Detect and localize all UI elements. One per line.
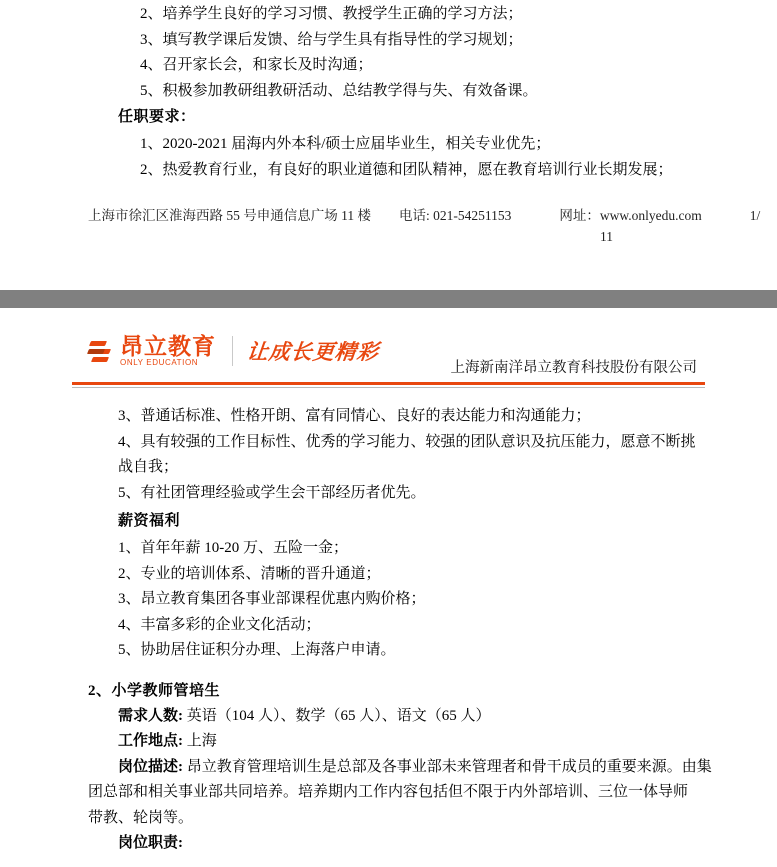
list-item-continuation: 战自我；: [118, 459, 179, 475]
list-item: 2、专业的培训体系、清晰的晋升通道；: [118, 565, 381, 582]
field-label: 需求人数:: [118, 707, 183, 724]
list-item: 4、召开家长会，和家长及时沟通；: [140, 57, 373, 73]
field-value: 英语（104 人）、数学（65 人）、语文（65 人）: [186, 707, 491, 724]
list-item: 3、填写教学课后发馈、给与学生具有指导性的学习规划；: [140, 31, 523, 48]
page-separator: [0, 290, 777, 308]
logo-mark-icon: [88, 338, 114, 364]
list-item: 5、积极参加教研组教研活动、总结教学得与失、有效备课。: [140, 82, 538, 99]
salary-heading: 薪资福利: [118, 513, 181, 529]
description-line-2: 团总部和相关事业部共同培养。培养期内工作内容包括但不限于内外部培训、三位一体导师: [88, 784, 689, 800]
list-item: 5、协助居住证积分办理、上海落户申请。: [118, 642, 396, 658]
field-label: 工作地点:: [118, 733, 183, 749]
page-footer: [0, 205, 777, 227]
list-item: 5、有社团管理经验或学生会干部经历者优先。: [118, 484, 426, 501]
field-label: 岗位描述:: [118, 758, 183, 775]
page1-task-list: [0, 0, 777, 104]
page-header: [0, 308, 777, 394]
field-description: [0, 755, 777, 781]
logo-english-name: ONLY EDUCATION: [120, 358, 199, 367]
field-location: [0, 729, 777, 755]
requirements-heading: 任职要求：: [118, 109, 196, 125]
ability-list: [0, 404, 777, 506]
logo-chinese-name: 昂立教育: [120, 333, 216, 359]
description-line-3: 带教、轮岗等。: [88, 809, 194, 826]
list-item: 2、培养学生良好的学习习惯、教授学生正确的学习方法；: [140, 6, 523, 22]
field-label: 岗位职责:: [118, 835, 183, 851]
company-name: 上海新南洋昂立教育科技股份有限公司: [450, 360, 697, 376]
logo-slogan: 让成长更精彩: [245, 341, 381, 364]
list-item: 4、丰富多彩的企业文化活动；: [118, 616, 321, 633]
list-item: 1、2020-2021 届海内外本科/硕士应届毕业生，相关专业优先；: [140, 136, 551, 152]
list-item: 3、昂立教育集团各事业部课程优惠内购价格；: [118, 591, 426, 607]
salary-list: [0, 536, 777, 664]
footer-website: 网址：www.onlyedu.com: [559, 208, 702, 223]
header-rule-thin: [72, 387, 705, 388]
header-rule: [72, 382, 705, 385]
list-item: 2、热爱教育行业，有良好的职业道德和团队精神，愿在教育培训行业长期发展；: [140, 161, 673, 178]
page2-body: [0, 394, 777, 867]
footer-phone: 电话: 021-54251153: [399, 208, 512, 223]
list-item: 1、首年年薪 10-20 万、五险一金；: [118, 540, 348, 556]
field-value: 昂立教育管理培训生是总部及各事业部未来管理者和骨干成员的重要来源。由集: [186, 758, 712, 775]
footer-address: 上海市徐汇区淮海西路 55 号申通信息广场 11 楼: [88, 208, 371, 223]
job-title-2: 2、小学教师管培生: [88, 682, 221, 699]
document-page-2: [0, 308, 777, 867]
list-item: 4、具有较强的工作目标性、优秀的学习能力、较强的团队意识及抗压能力，愿意不断挑: [118, 433, 696, 450]
field-headcount: [0, 704, 777, 730]
footer-page-number: 1/: [749, 208, 761, 223]
list-item: 3、普通话标准、性格开朗、富有同情心、良好的表达能力和沟通能力；: [118, 408, 591, 424]
page1-requirement-list: [0, 130, 777, 183]
field-duties: [0, 831, 777, 857]
document-page-1: [0, 0, 777, 290]
footer-page-number-cont: 11: [600, 229, 613, 244]
field-value: 上海: [186, 733, 217, 749]
logo-divider: [232, 336, 233, 366]
